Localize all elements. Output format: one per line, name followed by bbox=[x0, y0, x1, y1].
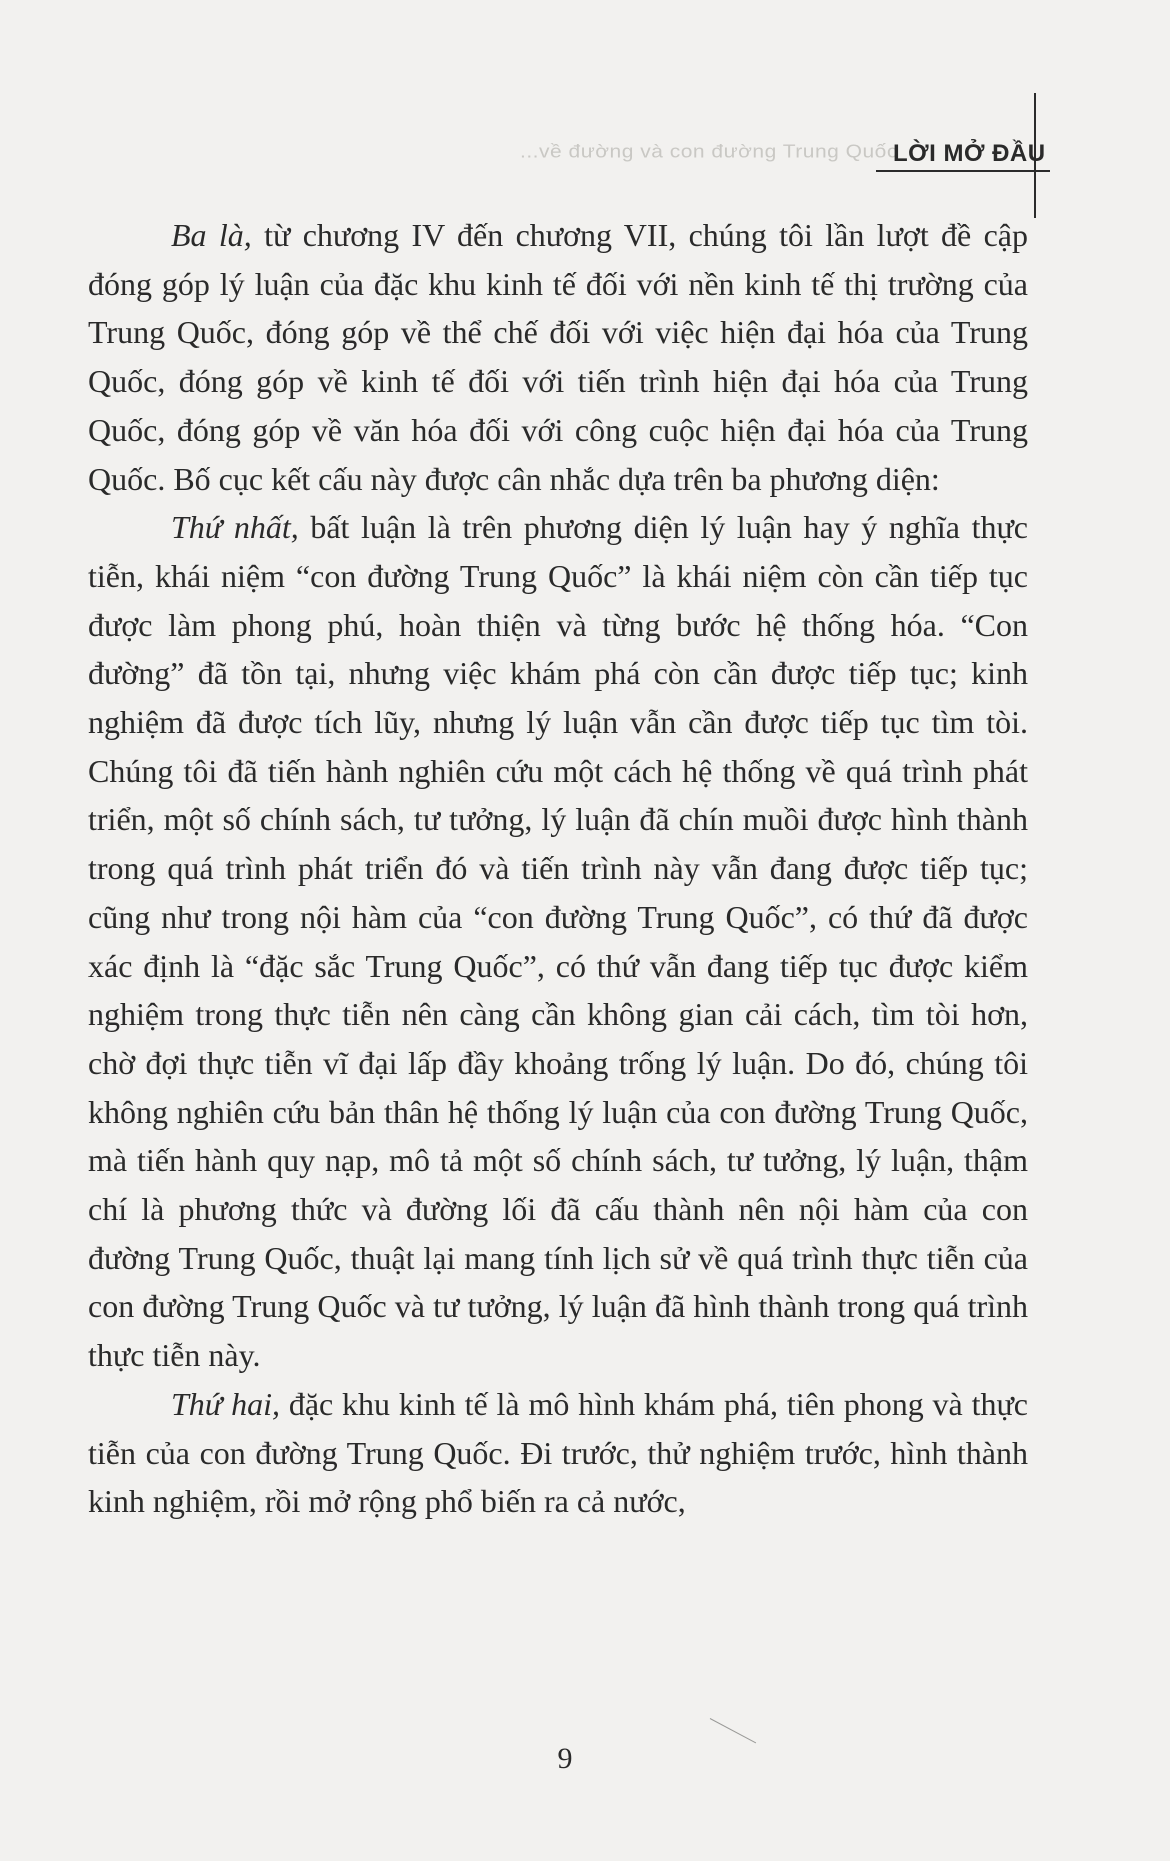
paragraph-3-text: đặc khu kinh tế là mô hình khám phá, tiên phong và thực tiễn của con đường Trung Quốc. Đi trước, thử nghiệm trước, hình thành kinh nghiệm, rồi mở rộng phổ biến ra cả nước, bbox=[88, 1385, 1029, 1520]
paragraph-2 bbox=[88, 503, 1028, 1380]
paragraph-1 bbox=[88, 211, 1028, 503]
page-number: 9 bbox=[557, 1742, 573, 1775]
paragraph-1-text: từ chương IV đến chương VII, chúng tôi lần lượt đề cập đóng góp lý luận của đặc khu kinh tế đối với nền kinh tế thị trường của Trung Quốc, đóng góp về thể chế đối với việc hiện đại hóa của Trung Quốc, đóng góp về kinh tế đối với tiến trình hiện đại hóa của Trung Quốc, đóng góp về văn hóa đối với công cuộc hiện đại hóa của Trung Quốc. Bố cục kết cấu này được cân nhắc dựa trên ba phương diện: bbox=[88, 217, 1029, 497]
paragraph-2-text: bất luận là trên phương diện lý luận hay ý nghĩa thực tiễn, khái niệm “con đường Trung Quốc” là khái niệm còn cần tiếp tục được làm phong phú, hoàn thiện và từng bước hệ thống hóa. “Con đường” đã tồn tại, nhưng việc khám phá còn cần được tiếp tục; kinh nghiệm đã được tích lũy, nhưng lý luận vẫn cần được tiếp tục tìm tòi. Chúng tôi đã tiến hành nghiên cứu một cách hệ thống về quá trình phát triển, một số chính sách, tư tưởng, lý luận đã chín muồi được hình thành trong quá trình phát triển đó và tiến trình này vẫn đang được tiếp tục; cũng như trong nội hàm của “con đường Trung Quốc”, có thứ đã được xác định là “đặc sắc Trung Quốc”, có thứ vẫn đang tiếp tục được kiểm nghiệm trong thực tiễn nên càng cần không gian cải cách, tìm tòi hơn, chờ đợi thực tiễn vĩ đại lấp đầy khoảng trống lý luận. Do đó, chúng tôi không nghiên cứu bản thân hệ thống lý luận của con đường Trung Quốc, mà tiến hành quy nạp, mô tả một số chính sách, tư tưởng, lý luận, thậm chí là phương thức và đường lối đã cấu thành nên nội hàm của con đường Trung Quốc, thuật lại mang tính lịch sử về quá trình thực tiễn của con đường Trung Quốc và tư tưởng, lý luận đã hình thành trong quá trình thực tiễn này. bbox=[88, 509, 1029, 1374]
running-head: LỜI MỞ ĐẦU bbox=[893, 140, 1046, 167]
paragraph-3 bbox=[88, 1380, 1028, 1526]
paragraph-3-lead: Thứ hai, bbox=[171, 1385, 280, 1422]
header-horizontal-rule bbox=[876, 170, 1050, 172]
show-through-text: ...về đường và con đường Trung Quốc bbox=[520, 141, 898, 162]
paragraph-1-lead: Ba là, bbox=[171, 217, 252, 253]
body-text bbox=[88, 211, 1028, 1526]
paragraph-2-lead: Thứ nhất, bbox=[171, 509, 299, 546]
paper-scratch-mark bbox=[710, 1718, 756, 1743]
